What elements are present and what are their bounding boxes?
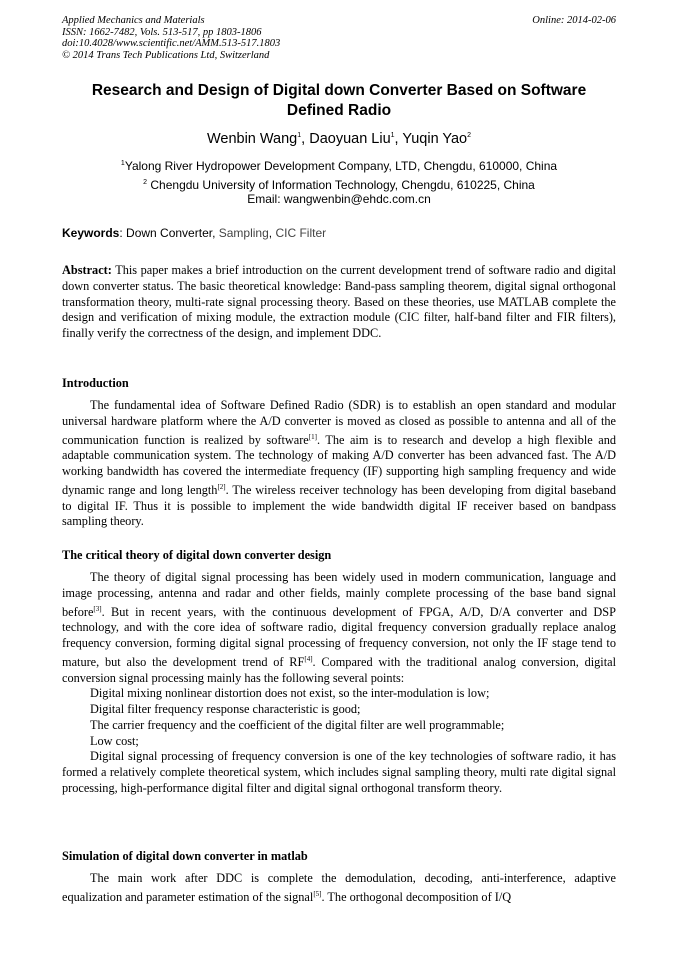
paragraph-text: The main work after DDC is complete the demodulation, decoding, anti-interference, adaptive equalization and parameter estimation of the signal [62, 871, 616, 904]
affiliation-sup: 1 [120, 160, 125, 167]
affiliation-text: Chengdu University of Information Technology, Chengdu, 610225, China [150, 178, 535, 192]
online-date: Online: 2014-02-06 [532, 15, 616, 26]
citation: [5] [313, 889, 322, 898]
citation: [4] [304, 654, 313, 663]
affiliation-2 [62, 176, 616, 192]
doi-line: doi:10.4028/www.scientific.net/AMM.513-517.1803 [62, 38, 281, 49]
introduction-body [62, 398, 616, 530]
list-item: Low cost; [90, 733, 139, 748]
abstract [62, 263, 616, 342]
abstract-text: This paper makes a brief introduction on the current development trend of software radio and digital down converter status. The basic theoretical knowledge: Band-pass sampling theorem, digital signal orthogonal transformation theory, multi-rate signal processing theory. Based on these theories, use MATLAB complete the design and verification of mixing module, the extraction module (CIC filter, half-band filter and FIR filters), finally verify the correctness of the design, and implement DDC. [62, 263, 616, 340]
keyword: CIC Filter [275, 226, 327, 240]
citation: [1] [308, 432, 317, 441]
email-line: Email: wangwenbin@ehdc.com.cn [247, 192, 431, 206]
copyright-line: © 2014 Trans Tech Publications Ltd, Switzerland [62, 49, 270, 61]
paragraph-text: . The wireless receiver technology has been developing from digital baseband to digital IF. Thus it is possible to implement the wide bandwidth digital IF receiver based on bandpass sampling theory. [62, 482, 616, 529]
affiliation-sup: 2 [143, 179, 148, 186]
author-sup: 1 [390, 132, 395, 140]
citation: [2] [217, 482, 226, 491]
keyword: Down Converter [126, 226, 213, 240]
keywords-line: Keywords: Down Converter, Sampling, CIC Filter [62, 226, 327, 240]
list-item: Digital mixing nonlinear distortion does not exist, so the inter-modulation is low; [90, 686, 490, 701]
list-item: Digital filter frequency response characteristic is good; [90, 702, 361, 717]
paragraph-text: Digital signal processing of frequency conversion is one of the key technologies of software radio, it has formed a relatively complete theoretical system, which includes signal sampling theory, multi rate digital signal processing, high-performance digital filter and digital signal orthogonal transform theory. [62, 749, 616, 795]
keyword: Sampling [218, 226, 269, 240]
section-heading-simulation: Simulation of digital down converter in matlab [62, 849, 308, 863]
author-name: Wenbin Wang [206, 131, 298, 147]
issn-line: ISSN: 1662-7482, Vols. 513-517, pp 1803-1806 [62, 26, 262, 38]
critical-theory-body [62, 570, 616, 797]
simulation-body [62, 871, 616, 906]
author-name: Yuqin Yao [402, 131, 468, 147]
affiliation-1 [62, 157, 616, 173]
affiliation-text: Yalong River Hydropower Development Company, LTD, Chengdu, 610000, China [124, 159, 558, 173]
author-list: Wenbin Wang$^1$, Daoyuan Liu$^1$, Yuqin Yao$^2$ [206, 131, 472, 147]
citation: [3] [93, 604, 102, 613]
list-item: The carrier frequency and the coefficient of the digital filter are well programmable; [90, 717, 505, 732]
author-sup: 1 [297, 132, 302, 140]
paragraph-text: . But in recent years, with the continuous development of FPGA, A/D, D/A converter and DSP technology, and with the core idea of software radio, digital frequency conversion gradually replace analog frequency conversion, forming digital signal processing of frequency conversion, not only the IF stage tend to mature, but also the development trend of RF [62, 604, 616, 669]
journal-header [62, 15, 280, 61]
paragraph-text: . Compared with the traditional analog conversion, digital conversion signal processing mainly has the following several points: [62, 654, 617, 685]
keywords-label: Keywords [62, 226, 120, 240]
abstract-label: Abstract: [62, 263, 112, 277]
section-heading-critical-theory: The critical theory of digital down converter design [62, 548, 332, 562]
author-sup: 2 [467, 132, 472, 140]
paragraph-text: . The aim is to research and develop a high flexible and adaptable communication system. The technology of making A/D converter has been advanced fast. The A/D working bandwidth has covered the intermediate frequency (IF) supporting high sampling frequency and wide dynamic range and long length [62, 432, 617, 497]
paragraph-text: The fundamental idea of Software Defined Radio (SDR) is to establish an open standard and modular universal hardware platform where the A/D converter is moved as closed as possible to antenna and all of the communication function is realized by software [62, 398, 616, 447]
paragraph-text: The theory of digital signal processing has been widely used in modern communication, language and image processing, antenna and radar and other fields, mainly complete processing of the base band signal before [62, 570, 616, 619]
journal-name: Applied Mechanics and Materials [62, 15, 205, 26]
section-heading-introduction: Introduction [62, 376, 129, 390]
author-name: Daoyuan Liu [309, 131, 391, 147]
paper-title: Research and Design of Digital down Converter Based on Software Defined Radio [91, 82, 587, 119]
paragraph-text: . The orthogonal decomposition of I/Q [321, 889, 512, 904]
